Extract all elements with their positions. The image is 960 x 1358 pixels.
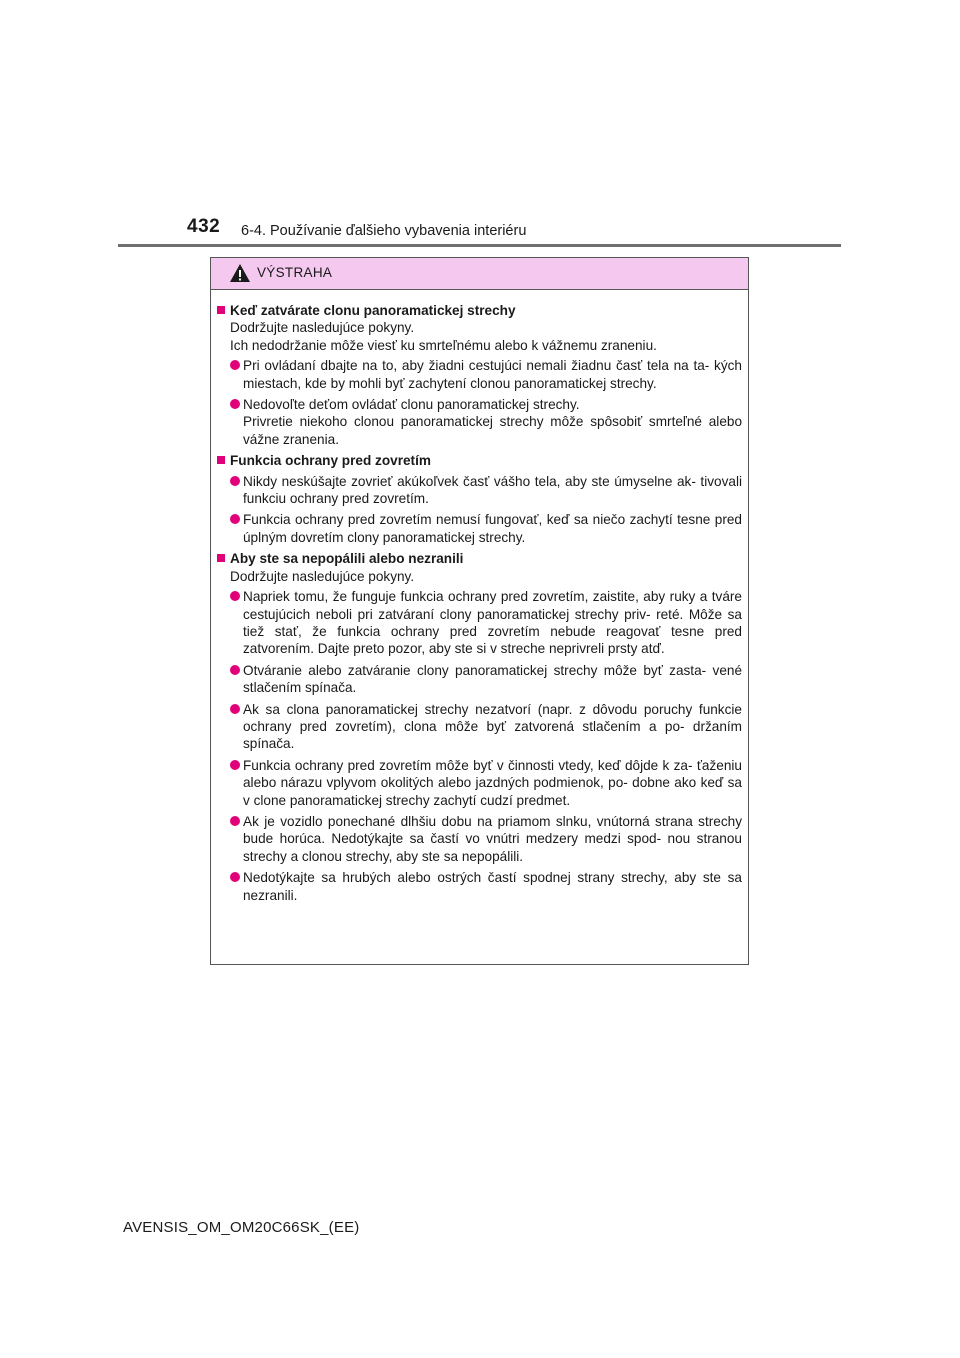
bullet-dot-icon (230, 399, 240, 409)
list-item-text: Otváranie alebo zatváranie clony panoramatickej strechy môže byť zasta- vené stlačením spínača. (243, 662, 742, 696)
list-item-text: Pri ovládaní dbajte na to, aby žiadni cestujúci nemali žiadnu časť tela na ta- kých miestach, kde by mohli byť zachytení clonou panoramatickej strechy. (243, 358, 742, 391)
topic-heading (217, 452, 742, 469)
list-item-text: Funkcia ochrany pred zovretím môže byť v činnosti vtedy, keď dôjde k za- ťaženiu alebo nárazu vplyvom okolitých alebo jazdných podmienok, po- dobne ako keď sa v clone panoramatickej strechy zachytí cudzí predmet. (243, 757, 742, 808)
square-bullet-icon (217, 456, 225, 464)
warning-triangle-icon (229, 263, 251, 283)
warning-title: VÝSTRAHA (257, 265, 333, 280)
warning-box (210, 257, 749, 965)
list-item (230, 869, 742, 904)
topic-heading-text: Keď zatvárate clonu panoramatickej strechy (230, 303, 516, 318)
list-item-text: Nedovoľte deťom ovládať clonu panoramatickej strechy. Privretie niekoho clonou panoramatickej strechy môže spôsobiť smrteľné alebo vážne zranenia. (243, 397, 742, 447)
topic-heading (217, 550, 742, 567)
list-item (230, 813, 742, 865)
bullet-dot-icon (230, 514, 240, 524)
list-item (230, 701, 742, 753)
page-number: 432 (187, 216, 221, 237)
topic-heading-text: Funkcia ochrany pred zovretím (230, 453, 431, 469)
list-item (230, 357, 742, 392)
topic-heading (217, 302, 742, 319)
topic-intro: Dodržujte nasledujúce pokyny. (230, 568, 415, 584)
bullet-dot-icon (230, 476, 240, 486)
header-divider (118, 244, 841, 247)
list-item-text: Ak je vozidlo ponechané dlhšiu dobu na priamom slnku, vnútorná strana strechy bude horúca. Nedotýkajte sa častí vo vnútri medzery medzi spod- nou stranou strechy a clonou strechy, aby ste sa nepopálili. (243, 813, 742, 864)
section-title: 6-4. Používanie ďalšieho vybavenia interiéru (241, 223, 527, 239)
bullet-dot-icon (230, 360, 240, 370)
list-item-text: Ak sa clona panoramatickej strechy nezatvorí (napr. z dôvodu poruchy funkcie ochrany pred zovretím), clona môže byť zatvorená stlačením a po- držaním spínača. (243, 701, 742, 752)
list-item (230, 396, 742, 448)
list-item (230, 511, 742, 546)
list-item-text: Nikdy neskúšajte zovrieť akúkoľvek časť vášho tela, aby ste úmyselne ak- tivovali funkciu ochrany pred zovretím. (243, 473, 742, 507)
list-item (230, 757, 742, 809)
topic-intro: Dodržujte nasledujúce pokyny. Ich nedodržanie môže viesť ku smrteľnému alebo k vážnemu zraneniu. (230, 320, 657, 353)
list-item-text: Napriek tomu, že funguje funkcia ochrany pred zovretím, zaistite, aby ruky a tváre cestujúcich neboli pri zatváraní clony panoramatickej strechy priv- reté. Môže sa tiež stať, že funkcia ochrany pred zovretím nebude reagovať tesne pred zatvorením. Dajte preto pozor, aby ste si v streche neprivreli prsty atď. (243, 589, 742, 657)
square-bullet-icon (217, 306, 225, 314)
list-item-text: Nedotýkajte sa hrubých alebo ostrých častí spodnej strany strechy, aby ste sa nezranili. (243, 870, 742, 903)
topic-heading-text: Aby ste sa nepopálili alebo nezranili (230, 551, 464, 567)
warning-header (211, 258, 748, 290)
list-item-text: Funkcia ochrany pred zovretím nemusí fungovať, keď sa niečo zachytí tesne pred úplným dovretím clony panoramatickej strechy. (243, 512, 742, 545)
bullet-dot-icon (230, 816, 240, 826)
list-item (230, 473, 742, 508)
bullet-dot-icon (230, 665, 240, 675)
bullet-dot-icon (230, 704, 240, 714)
document-code: AVENSIS_OM_OM20C66SK_(EE) (123, 1219, 360, 1236)
bullet-dot-icon (230, 591, 240, 601)
bullet-dot-icon (230, 872, 240, 882)
list-item (230, 588, 742, 658)
warning-body (211, 290, 748, 904)
square-bullet-icon (217, 554, 225, 562)
list-item (230, 662, 742, 697)
bullet-dot-icon (230, 760, 240, 770)
